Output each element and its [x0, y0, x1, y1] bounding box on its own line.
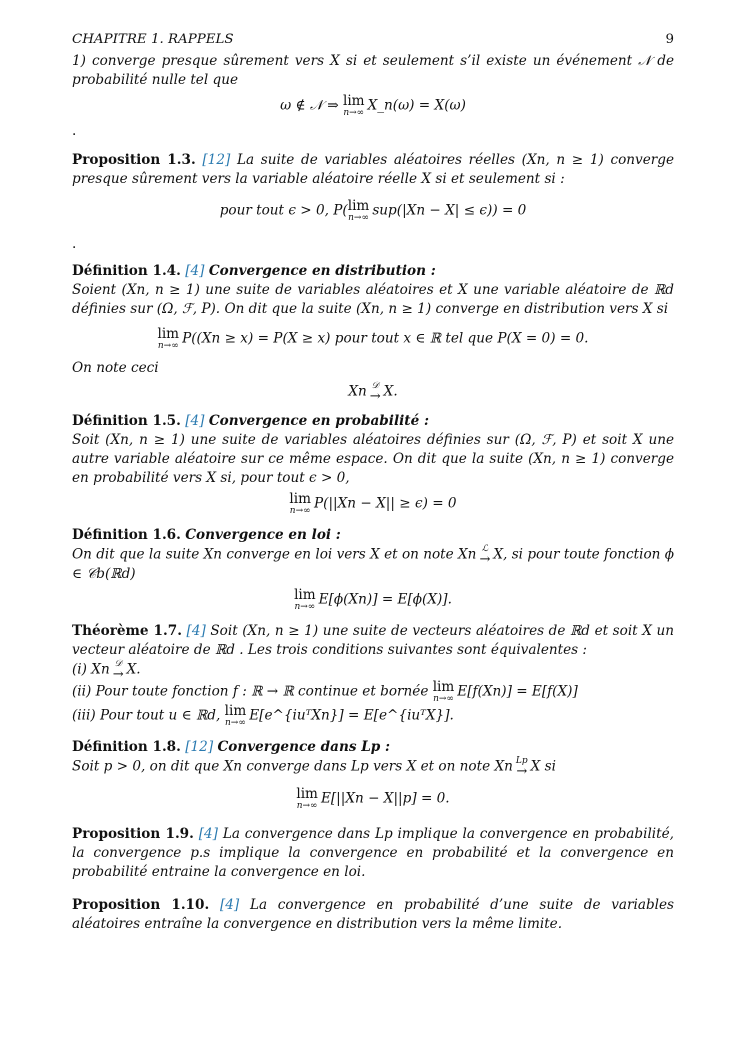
definition-1-8-text: Soit p > 0, on dit que Xn converge dans Lp vers X et on note Xn Lp → X si [72, 756, 556, 779]
limit-operator: lim n→∞ [157, 326, 180, 351]
proposition-1-3-equation: pour tout ϵ > 0, P( lim n→∞ sup(|Xn − X| ≤ ϵ)) = 0 [219, 198, 527, 223]
convergence-distribution-notation: Xn 𝒟 → X. [348, 381, 398, 404]
citation-link[interactable]: [4] [186, 623, 206, 639]
separator-dot: . [72, 236, 77, 252]
limit-operator: lim n→∞ [289, 491, 312, 516]
running-header [72, 30, 674, 52]
citation-link[interactable]: [12] [202, 152, 231, 168]
citation-link[interactable]: [4] [185, 413, 205, 429]
definition-title: Convergence en probabilité : [208, 413, 429, 429]
citation-link[interactable]: [4] [185, 263, 205, 279]
definition-label: Définition 1.5. [72, 413, 181, 429]
separator-dot: . [72, 123, 77, 139]
definition-1-6 [72, 526, 674, 545]
citation-link[interactable]: [4] [219, 897, 240, 913]
convergence-arrow: 𝒟 → [369, 381, 381, 404]
proposition-1-10: Proposition 1.10. [4] La convergence en probabilité d’une suite de variables aléatoires entraîne la convergence en distribution vers la même limite. [72, 897, 675, 932]
document-page [72, 30, 674, 934]
limit-operator: lim n→∞ [347, 198, 370, 223]
limit-operator: lim n→∞ [342, 93, 365, 118]
condition-iii: (iii) Pour tout u ∈ ℝd, lim n→∞ E[e^{iuᵀXn}] = E[e^{iuᵀX}]. [72, 703, 454, 728]
proposition-1-9: Proposition 1.9. [4] La convergence dans Lp implique la convergence en probabilité, la convergence p.s implique la convergence en probabilité et la convergence en probabilité entraine la convergence en loi. [72, 826, 674, 880]
note-text: On note ceci [72, 360, 159, 376]
definition-1-4-text: Soient (Xn, n ≥ 1) une suite de variables aléatoires et X une variable aléatoire de ℝd définies sur (Ω, ℱ, P). On dit que la suite (Xn, n ≥ 1) converge en distribution vers X si [72, 282, 674, 317]
convergence-arrow: ℒ → [479, 544, 491, 567]
page-number: 9 [665, 32, 674, 47]
convergence-arrow: Lp → [515, 756, 528, 779]
definition-1-5-text: Soit (Xn, n ≥ 1) une suite de variables aléatoires définies sur (Ω, ℱ, P) et soit X une autre variable aléatoire sur ce même espace. On dit que la suite (Xn, n ≥ 1) converge en probabilité vers X si, pour tout ϵ > 0, [72, 432, 674, 486]
definition-1-6-text: On dit que la suite Xn converge en loi vers X et on note Xn ℒ → X, si pour toute fonction ϕ ∈ 𝒞b(ℝd) [72, 544, 674, 582]
condition-i: (i) Xn 𝒟 → X. [72, 659, 141, 682]
definition-1-4 [72, 262, 674, 281]
definition-1-5 [72, 412, 674, 431]
intro-paragraph: 1) converge presque sûrement vers X si et seulement s’il existe un événement 𝒩 de probabilité nulle tel que [72, 53, 674, 88]
limit-operator: lim n→∞ [224, 703, 247, 728]
definition-label: Définition 1.6. [72, 527, 181, 543]
definition-title: Convergence dans Lp : [217, 739, 391, 755]
convergence-arrow: 𝒟 → [112, 659, 124, 682]
theorem-label: Théorème 1.7. [72, 623, 182, 639]
definition-label: Définition 1.4. [72, 263, 181, 279]
definition-title: Convergence en loi : [185, 527, 341, 543]
definition-label: Définition 1.8. [72, 739, 181, 755]
limit-operator: lim n→∞ [432, 679, 455, 704]
intro-equation: ω ∉ 𝒩 ⇒ lim n→∞ X_n(ω) = X(ω) [280, 93, 466, 118]
definition-1-5-equation: lim n→∞ P(||Xn − X|| ≥ ϵ) = 0 [289, 491, 457, 516]
proposition-label: Proposition 1.9. [72, 826, 194, 842]
citation-link[interactable]: [12] [185, 739, 214, 755]
proposition-1-3: Proposition 1.3. [12] La suite de variables aléatoires réelles (Xn, n ≥ 1) converge presque sûrement vers la variable aléatoire réelle X si et seulement si : [72, 152, 674, 187]
definition-title: Convergence en distribution : [208, 263, 436, 279]
chapter-title: CHAPITRE 1. RAPPELS [72, 32, 234, 47]
definition-1-8 [72, 738, 674, 757]
definition-1-4-equation: lim n→∞ P((Xn ≥ x) = P(X ≥ x) pour tout x ∈ ℝ tel que P(X = 0) = 0. [157, 326, 589, 351]
theorem-1-7: Théorème 1.7. [4] Soit (Xn, n ≥ 1) une suite de vecteurs aléatoires de ℝd et soit X un vecteur aléatoire de ℝd . Les trois conditions suivantes sont équivalentes : [72, 623, 674, 658]
definition-1-8-equation: lim n→∞ E[||Xn − X||p] = 0. [296, 786, 450, 811]
citation-link[interactable]: [4] [198, 826, 218, 842]
proposition-label: Proposition 1.3. [72, 152, 196, 168]
limit-operator: lim n→∞ [294, 587, 316, 612]
definition-1-6-equation: lim n→∞ E[ϕ(Xn)] = E[ϕ(X)]. [294, 587, 452, 612]
limit-operator: lim n→∞ [296, 786, 318, 811]
proposition-label: Proposition 1.10. [72, 897, 210, 913]
condition-ii: (ii) Pour toute fonction f : ℝ → ℝ continue et bornée lim n→∞ E[f(Xn)] = E[f(X)] [72, 679, 578, 704]
